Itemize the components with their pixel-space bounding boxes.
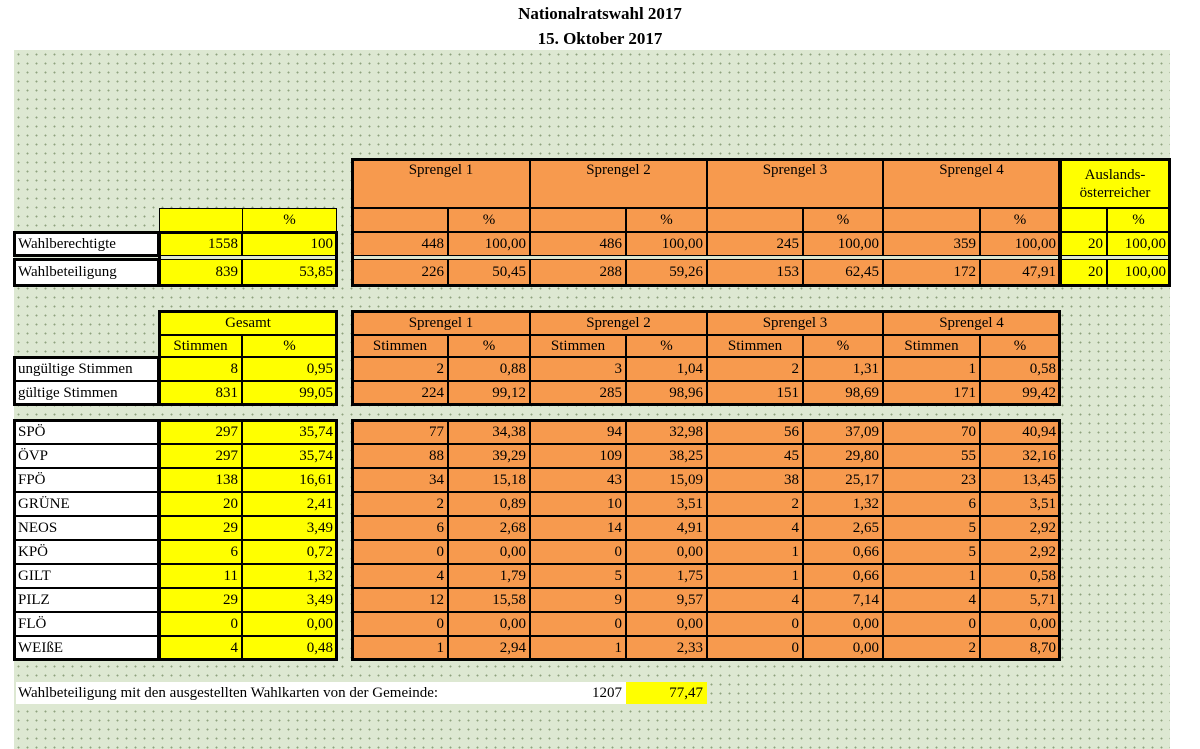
sprengel-percent-header: % — [980, 335, 1060, 357]
sprengel-percent-header: % — [980, 208, 1060, 232]
party-total-percent: 0,00 — [242, 612, 337, 636]
sprengel-percent: 62,45 — [803, 259, 883, 286]
party-sprengel-count: 0 — [883, 612, 980, 636]
party-total-percent: 0,48 — [242, 636, 337, 660]
party-name: ÖVP — [14, 444, 159, 468]
party-sprengel-count: 6 — [352, 516, 448, 540]
border-s1-ausland — [1059, 158, 1171, 287]
party-total-count: 11 — [159, 564, 242, 588]
party-sprengel-count: 1 — [530, 636, 626, 660]
sprengel-percent-header: % — [803, 208, 883, 232]
footer-value: 1207 — [528, 682, 626, 704]
auslands-percent-header: % — [1107, 208, 1170, 232]
party-name: WEIßE — [14, 636, 159, 660]
border-s1-total — [158, 231, 338, 287]
party-total-percent: 2,41 — [242, 492, 337, 516]
sprengel-count: 3 — [530, 357, 626, 381]
party-sprengel-percent: 2,92 — [980, 540, 1060, 564]
party-sprengel-count: 9 — [530, 588, 626, 612]
sprengel-percent: 47,91 — [980, 259, 1060, 286]
party-sprengel-percent: 2,92 — [980, 516, 1060, 540]
party-sprengel-count: 4 — [883, 588, 980, 612]
party-sprengel-percent: 1,79 — [448, 564, 530, 588]
row-label: Wahlbeteiligung — [14, 259, 159, 286]
party-total-percent: 35,74 — [242, 420, 337, 444]
party-sprengel-percent: 38,25 — [626, 444, 707, 468]
party-sprengel-count: 0 — [352, 612, 448, 636]
party-sprengel-count: 10 — [530, 492, 626, 516]
sprengel-stimmen-header: Stimmen — [883, 335, 980, 357]
party-sprengel-percent: 15,09 — [626, 468, 707, 492]
party-sprengel-percent: 0,00 — [803, 636, 883, 660]
party-sprengel-count: 2 — [352, 492, 448, 516]
sprengel-percent: 100,00 — [448, 232, 530, 256]
party-sprengel-percent: 32,98 — [626, 420, 707, 444]
auslands-count: 20 — [1060, 232, 1107, 256]
party-sprengel-count: 0 — [530, 540, 626, 564]
party-sprengel-count: 34 — [352, 468, 448, 492]
sprengel-stimmen-header: Stimmen — [707, 335, 803, 357]
party-total-percent: 3,49 — [242, 516, 337, 540]
sprengel-percent-header: % — [803, 335, 883, 357]
party-sprengel-percent: 15,58 — [448, 588, 530, 612]
total-count: 8 — [159, 357, 242, 381]
sprengel-count: 151 — [707, 381, 803, 405]
party-total-count: 29 — [159, 516, 242, 540]
sprengel-percent: 1,31 — [803, 357, 883, 381]
row-label: ungültige Stimmen — [14, 357, 159, 381]
party-sprengel-percent: 37,09 — [803, 420, 883, 444]
sprengel-percent: 99,42 — [980, 381, 1060, 405]
party-total-percent: 0,72 — [242, 540, 337, 564]
total-percent-header: % — [242, 208, 337, 232]
gesamt-stimmen-header: Stimmen — [159, 335, 242, 357]
sprengel-percent: 50,45 — [448, 259, 530, 286]
sprengel-count: 226 — [352, 259, 448, 286]
party-sprengel-count: 55 — [883, 444, 980, 468]
party-sprengel-percent: 5,71 — [980, 588, 1060, 612]
border-parties-total — [158, 419, 338, 661]
footer-percent: 77,47 — [626, 682, 707, 704]
party-sprengel-percent: 13,45 — [980, 468, 1060, 492]
border-s2-sprengel — [351, 310, 1061, 406]
party-sprengel-count: 38 — [707, 468, 803, 492]
sprengel-count: 224 — [352, 381, 448, 405]
page-title: Nationalratswahl 2017 — [518, 4, 682, 23]
total-count: 839 — [159, 259, 242, 286]
party-sprengel-count: 70 — [883, 420, 980, 444]
party-total-percent: 1,32 — [242, 564, 337, 588]
party-total-count: 20 — [159, 492, 242, 516]
party-sprengel-count: 43 — [530, 468, 626, 492]
party-total-percent: 35,74 — [242, 444, 337, 468]
party-name: GRÜNE — [14, 492, 159, 516]
total-percent: 53,85 — [242, 259, 337, 286]
party-sprengel-percent: 1,32 — [803, 492, 883, 516]
party-sprengel-percent: 7,14 — [803, 588, 883, 612]
sprengel-percent: 99,12 — [448, 381, 530, 405]
party-total-count: 138 — [159, 468, 242, 492]
party-total-count: 4 — [159, 636, 242, 660]
party-sprengel-count: 1 — [883, 564, 980, 588]
party-sprengel-count: 5 — [883, 516, 980, 540]
party-sprengel-percent: 32,16 — [980, 444, 1060, 468]
party-sprengel-count: 4 — [352, 564, 448, 588]
sprengel-header: Sprengel 4 — [883, 159, 1060, 208]
party-sprengel-count: 1 — [707, 540, 803, 564]
party-total-percent: 16,61 — [242, 468, 337, 492]
party-name: NEOS — [14, 516, 159, 540]
party-sprengel-percent: 2,33 — [626, 636, 707, 660]
border-s2-total — [158, 310, 338, 406]
row-label: gültige Stimmen — [14, 381, 159, 405]
party-sprengel-count: 5 — [530, 564, 626, 588]
party-name: KPÖ — [14, 540, 159, 564]
sprengel-percent-header: % — [448, 335, 530, 357]
party-total-count: 297 — [159, 444, 242, 468]
party-sprengel-percent: 3,51 — [626, 492, 707, 516]
sprengel-percent: 100,00 — [803, 232, 883, 256]
sprengel-percent: 59,26 — [626, 259, 707, 286]
party-sprengel-percent: 0,66 — [803, 540, 883, 564]
sprengel-count: 285 — [530, 381, 626, 405]
party-total-count: 0 — [159, 612, 242, 636]
party-sprengel-count: 1 — [352, 636, 448, 660]
sprengel-count: 153 — [707, 259, 803, 286]
total-count: 1558 — [159, 232, 242, 256]
party-sprengel-percent: 1,75 — [626, 564, 707, 588]
party-sprengel-percent: 3,51 — [980, 492, 1060, 516]
party-sprengel-percent: 4,91 — [626, 516, 707, 540]
party-sprengel-percent: 0,58 — [980, 564, 1060, 588]
party-sprengel-count: 0 — [707, 612, 803, 636]
border-s1-sprengel — [351, 158, 1061, 287]
sprengel-count: 288 — [530, 259, 626, 286]
party-sprengel-percent: 0,00 — [626, 540, 707, 564]
sprengel-percent: 98,96 — [626, 381, 707, 405]
border-s1-label-bottom — [13, 258, 160, 287]
sprengel-count: 359 — [883, 232, 980, 256]
party-sprengel-count: 94 — [530, 420, 626, 444]
party-total-count: 297 — [159, 420, 242, 444]
party-name: GILT — [14, 564, 159, 588]
sprengel-count: 171 — [883, 381, 980, 405]
sprengel-header: Sprengel 2 — [530, 311, 707, 335]
party-sprengel-percent: 29,80 — [803, 444, 883, 468]
party-name: FPÖ — [14, 468, 159, 492]
party-sprengel-count: 45 — [707, 444, 803, 468]
party-sprengel-percent: 0,66 — [803, 564, 883, 588]
sprengel-stimmen-header: Stimmen — [352, 335, 448, 357]
sprengel-percent-header: % — [626, 208, 707, 232]
party-sprengel-percent: 15,18 — [448, 468, 530, 492]
sprengel-percent: 100,00 — [980, 232, 1060, 256]
party-sprengel-percent: 0,89 — [448, 492, 530, 516]
border-parties-sprengel — [351, 419, 1061, 661]
party-sprengel-percent: 9,57 — [626, 588, 707, 612]
auslands-count: 20 — [1060, 259, 1107, 286]
party-total-percent: 3,49 — [242, 588, 337, 612]
sprengel-header: Sprengel 1 — [352, 159, 530, 208]
page-subtitle: 15. Oktober 2017 — [537, 29, 663, 48]
party-name: PILZ — [14, 588, 159, 612]
party-sprengel-percent: 8,70 — [980, 636, 1060, 660]
gesamt-header: Gesamt — [159, 311, 337, 335]
total-percent: 99,05 — [242, 381, 337, 405]
sprengel-percent: 1,04 — [626, 357, 707, 381]
border-s1-label-top — [13, 231, 160, 257]
party-sprengel-count: 77 — [352, 420, 448, 444]
party-sprengel-count: 4 — [707, 588, 803, 612]
sprengel-header: Sprengel 1 — [352, 311, 530, 335]
sprengel-count: 2 — [352, 357, 448, 381]
sprengel-count: 172 — [883, 259, 980, 286]
party-sprengel-count: 5 — [883, 540, 980, 564]
party-sprengel-percent: 2,68 — [448, 516, 530, 540]
sprengel-count: 448 — [352, 232, 448, 256]
party-total-count: 6 — [159, 540, 242, 564]
party-sprengel-percent: 2,65 — [803, 516, 883, 540]
party-sprengel-count: 4 — [707, 516, 803, 540]
party-sprengel-count: 0 — [530, 612, 626, 636]
party-sprengel-count: 88 — [352, 444, 448, 468]
party-sprengel-percent: 40,94 — [980, 420, 1060, 444]
party-sprengel-count: 23 — [883, 468, 980, 492]
sprengel-count: 245 — [707, 232, 803, 256]
party-sprengel-percent: 34,38 — [448, 420, 530, 444]
party-sprengel-count: 12 — [352, 588, 448, 612]
party-sprengel-count: 6 — [883, 492, 980, 516]
party-name: FLÖ — [14, 612, 159, 636]
sprengel-percent: 98,69 — [803, 381, 883, 405]
total-percent: 0,95 — [242, 357, 337, 381]
party-sprengel-percent: 2,94 — [448, 636, 530, 660]
auslands-percent: 100,00 — [1107, 232, 1170, 256]
total-count: 831 — [159, 381, 242, 405]
sprengel-percent-header: % — [626, 335, 707, 357]
footer-label: Wahlbeteiligung mit den ausgestellten Wahlkarten von der Gemeinde: — [16, 682, 530, 704]
party-sprengel-percent: 0,00 — [448, 612, 530, 636]
party-sprengel-count: 2 — [707, 492, 803, 516]
party-sprengel-percent: 39,29 — [448, 444, 530, 468]
party-sprengel-percent: 0,00 — [626, 612, 707, 636]
sprengel-count: 2 — [707, 357, 803, 381]
gesamt-percent-header: % — [242, 335, 337, 357]
auslands-percent: 100,00 — [1107, 259, 1170, 286]
sprengel-header: Sprengel 2 — [530, 159, 707, 208]
party-sprengel-count: 0 — [707, 636, 803, 660]
party-sprengel-count: 14 — [530, 516, 626, 540]
auslands-header: Auslands-österreicher — [1060, 159, 1170, 208]
party-sprengel-count: 56 — [707, 420, 803, 444]
party-sprengel-percent: 25,17 — [803, 468, 883, 492]
sprengel-header: Sprengel 3 — [707, 311, 883, 335]
sprengel-percent: 100,00 — [626, 232, 707, 256]
party-sprengel-percent: 0,00 — [803, 612, 883, 636]
total-percent: 100 — [242, 232, 337, 256]
party-name: SPÖ — [14, 420, 159, 444]
party-sprengel-percent: 0,00 — [980, 612, 1060, 636]
party-total-count: 29 — [159, 588, 242, 612]
sprengel-stimmen-header: Stimmen — [530, 335, 626, 357]
sprengel-count: 486 — [530, 232, 626, 256]
party-sprengel-percent: 0,00 — [448, 540, 530, 564]
party-sprengel-count: 109 — [530, 444, 626, 468]
border-parties-label — [13, 419, 160, 661]
sprengel-percent: 0,88 — [448, 357, 530, 381]
sprengel-percent-header: % — [448, 208, 530, 232]
sprengel-count: 1 — [883, 357, 980, 381]
sprengel-percent: 0,58 — [980, 357, 1060, 381]
party-sprengel-count: 1 — [707, 564, 803, 588]
party-sprengel-count: 2 — [883, 636, 980, 660]
sprengel-header: Sprengel 4 — [883, 311, 1060, 335]
party-sprengel-count: 0 — [352, 540, 448, 564]
sprengel-header: Sprengel 3 — [707, 159, 883, 208]
border-s2-label — [13, 356, 160, 406]
row-label: Wahlberechtigte — [14, 232, 159, 256]
